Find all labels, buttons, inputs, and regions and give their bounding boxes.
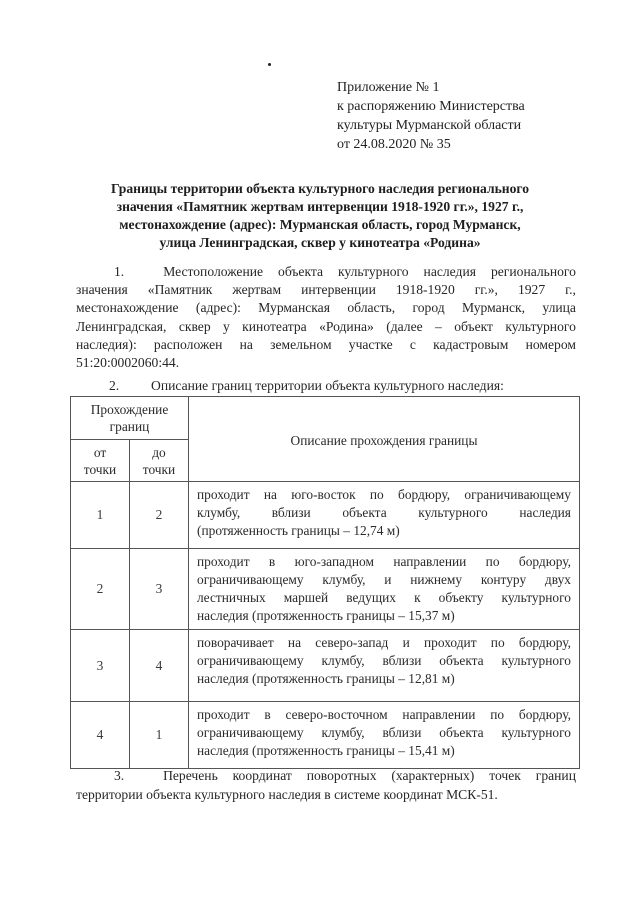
word: бордюру,	[518, 554, 571, 569]
word: бордюру,	[518, 635, 571, 650]
text-line	[76, 281, 576, 299]
description-line	[197, 486, 571, 504]
word: бордюру,	[518, 707, 571, 722]
word: наследия	[423, 264, 476, 279]
word: (далее	[386, 318, 423, 334]
text-line	[76, 786, 576, 805]
word: улица	[542, 300, 576, 316]
word: на	[263, 487, 277, 502]
word: значения	[76, 282, 128, 298]
word: кинотеатра	[242, 318, 307, 334]
word: по	[490, 635, 505, 650]
header-passage-label: Прохождение границ	[90, 402, 169, 434]
description-line	[197, 652, 571, 670]
word: маршей	[283, 590, 329, 605]
appendix-line: Приложение № 1	[337, 80, 440, 95]
table-row	[71, 549, 580, 630]
word: проходит	[197, 554, 250, 569]
to-point-cell: 2	[130, 482, 189, 549]
description-cell	[189, 549, 580, 630]
word: у	[223, 318, 230, 334]
word: культурного	[501, 725, 571, 740]
section-1-paragraph	[76, 263, 576, 372]
word: ограничивающему	[197, 653, 304, 668]
description-cell	[189, 482, 580, 549]
description-line	[197, 571, 571, 589]
header-to-point	[130, 440, 189, 482]
word: ограничивающему	[197, 572, 304, 587]
header-to-label: до точки	[142, 444, 176, 477]
section-2-heading	[109, 378, 504, 394]
word: в	[268, 554, 276, 569]
word: 1918-1920	[395, 282, 455, 298]
word: и	[384, 572, 392, 587]
word: с	[409, 336, 416, 352]
word: «Памятник	[147, 282, 213, 298]
word: территории объекта культурного наследия в системе координат МСК-51.	[76, 786, 498, 802]
title-line: Границы территории объекта культурного наследия регионального	[110, 181, 530, 196]
word: (протяженность границы – 12,74 м)	[197, 523, 400, 538]
header-from-label: от точки	[83, 444, 117, 477]
word: культурного	[501, 590, 571, 605]
word: регионального	[490, 264, 576, 279]
word: культурного	[501, 653, 571, 668]
title-line: местонахождение (адрес): Мурманская область, город Мурманск,	[119, 217, 521, 232]
word: лестничных	[197, 590, 266, 605]
word: местонахождение	[76, 300, 179, 316]
word: область,	[347, 300, 396, 316]
text-line	[76, 318, 576, 336]
word: Перечень	[163, 768, 218, 783]
word: на	[239, 336, 253, 352]
word: 1927	[517, 282, 546, 298]
text-line	[76, 767, 576, 786]
word: по	[490, 707, 505, 722]
section-number: 1.	[114, 264, 125, 279]
description-line	[197, 504, 571, 522]
word: северо-запад	[315, 635, 389, 650]
word: по	[485, 554, 500, 569]
word: Местоположение	[163, 264, 264, 279]
word: расположен	[153, 336, 223, 352]
word: культурного	[338, 264, 409, 279]
word: проходит	[197, 707, 250, 722]
word: границ	[535, 768, 576, 783]
description-line	[197, 706, 571, 724]
text-line	[76, 299, 576, 317]
header-description: Описание прохождения границы	[189, 397, 580, 482]
word: кадастровым	[433, 336, 509, 352]
document-title	[70, 180, 570, 252]
word: наследия (протяженность границы – 12,81 м)	[197, 671, 455, 686]
boundary-table	[70, 396, 580, 769]
word: объекту	[438, 590, 484, 605]
word: объект	[454, 318, 493, 334]
word: юго-западном	[294, 554, 374, 569]
word: номером	[525, 336, 576, 352]
word: нижнему	[410, 572, 463, 587]
word: клумбу,	[321, 725, 365, 740]
appendix-line: к распоряжению Министерства	[337, 99, 525, 114]
word: Мурманск,	[462, 300, 526, 316]
title-line: значения «Памятник жертвам интервенции 1918-1920 гг.», 1927 г.,	[116, 199, 524, 214]
word: ведущих	[346, 590, 396, 605]
word: (адрес):	[195, 300, 241, 316]
word: наследия (протяженность границы – 15,37 м)	[197, 608, 455, 623]
word: направлении	[393, 554, 467, 569]
word: вблизи	[382, 653, 422, 668]
header-passage	[71, 397, 189, 440]
word: наследия	[519, 505, 571, 520]
word: проходит	[197, 487, 250, 502]
word: сквер	[178, 318, 211, 334]
from-point-cell: 3	[71, 630, 130, 702]
from-point-cell: 2	[71, 549, 130, 630]
appendix-line: от 24.08.2020 № 35	[337, 137, 451, 152]
word: поворотных	[306, 768, 377, 783]
word: юго-восток	[291, 487, 356, 502]
word: Мурманская	[258, 300, 330, 316]
word: наследия):	[76, 336, 137, 352]
word: интервенции	[301, 282, 376, 298]
word: и	[402, 635, 410, 650]
section-2-text: Описание границ территории объекта культурного наследия:	[151, 378, 504, 393]
word: объекта	[439, 725, 484, 740]
word: в	[264, 707, 271, 722]
word: (характерных)	[391, 768, 475, 783]
description-line	[197, 589, 571, 607]
section-number: 3.	[114, 768, 125, 783]
word: клумбу,	[321, 653, 365, 668]
word: объекта	[278, 264, 324, 279]
word: контуру	[480, 572, 527, 587]
text-line	[76, 336, 576, 354]
text-line	[76, 354, 576, 372]
word: жертвам	[232, 282, 282, 298]
word: г.,	[565, 282, 576, 298]
description-cell	[189, 702, 580, 769]
word: северо-восточном	[285, 707, 388, 722]
from-point-cell: 1	[71, 482, 130, 549]
word: координат	[232, 768, 292, 783]
description-cell	[189, 630, 580, 702]
word: к	[414, 590, 421, 605]
from-point-cell: 4	[71, 702, 130, 769]
description-line	[197, 670, 571, 688]
header-from-point	[71, 440, 130, 482]
title-line: улица Ленинградская, сквер у кинотеатра «Родина»	[159, 235, 481, 250]
word: объекта	[439, 653, 484, 668]
section-3-paragraph	[76, 767, 576, 804]
word: вблизи	[271, 505, 311, 520]
description-line	[197, 742, 571, 760]
scan-speck	[268, 63, 271, 66]
word: поворачивает	[197, 635, 274, 650]
word: 51:20:0002060:44.	[76, 355, 180, 371]
description-line	[197, 634, 571, 652]
appendix-block	[337, 78, 525, 154]
word: город	[412, 300, 445, 316]
description-line	[197, 553, 571, 571]
word: клумбу,	[197, 505, 241, 520]
word: участке	[348, 336, 393, 352]
word: земельном	[270, 336, 332, 352]
word: ограничивающему	[197, 725, 304, 740]
word: Ленинградская,	[76, 318, 167, 334]
word: клумбу,	[322, 572, 366, 587]
word: на	[287, 635, 302, 650]
word: культурного	[418, 505, 488, 520]
word: направлении	[402, 707, 476, 722]
description-line	[197, 607, 571, 625]
word: двух	[544, 572, 571, 587]
word: наследия (протяженность границы – 15,41 м)	[197, 743, 455, 758]
text-line	[76, 263, 576, 281]
to-point-cell: 1	[130, 702, 189, 769]
word: –	[435, 318, 442, 334]
word: гг.»,	[474, 282, 498, 298]
word: бордюру,	[398, 487, 451, 502]
description-line	[197, 522, 571, 540]
to-point-cell: 3	[130, 549, 189, 630]
table-row	[71, 702, 580, 769]
word: вблизи	[382, 725, 422, 740]
appendix-line: культуры Мурманской области	[337, 118, 522, 133]
word: ограничивающему	[464, 487, 571, 502]
to-point-cell: 4	[130, 630, 189, 702]
word: точек	[489, 768, 521, 783]
word: проходит	[424, 635, 477, 650]
table-row	[71, 630, 580, 702]
table-row	[71, 482, 580, 549]
word: объекта	[342, 505, 387, 520]
word: по	[369, 487, 384, 502]
word: «Родина»	[319, 318, 374, 334]
section-number: 2.	[109, 378, 120, 393]
description-line	[197, 724, 571, 742]
word: культурного	[505, 318, 576, 334]
